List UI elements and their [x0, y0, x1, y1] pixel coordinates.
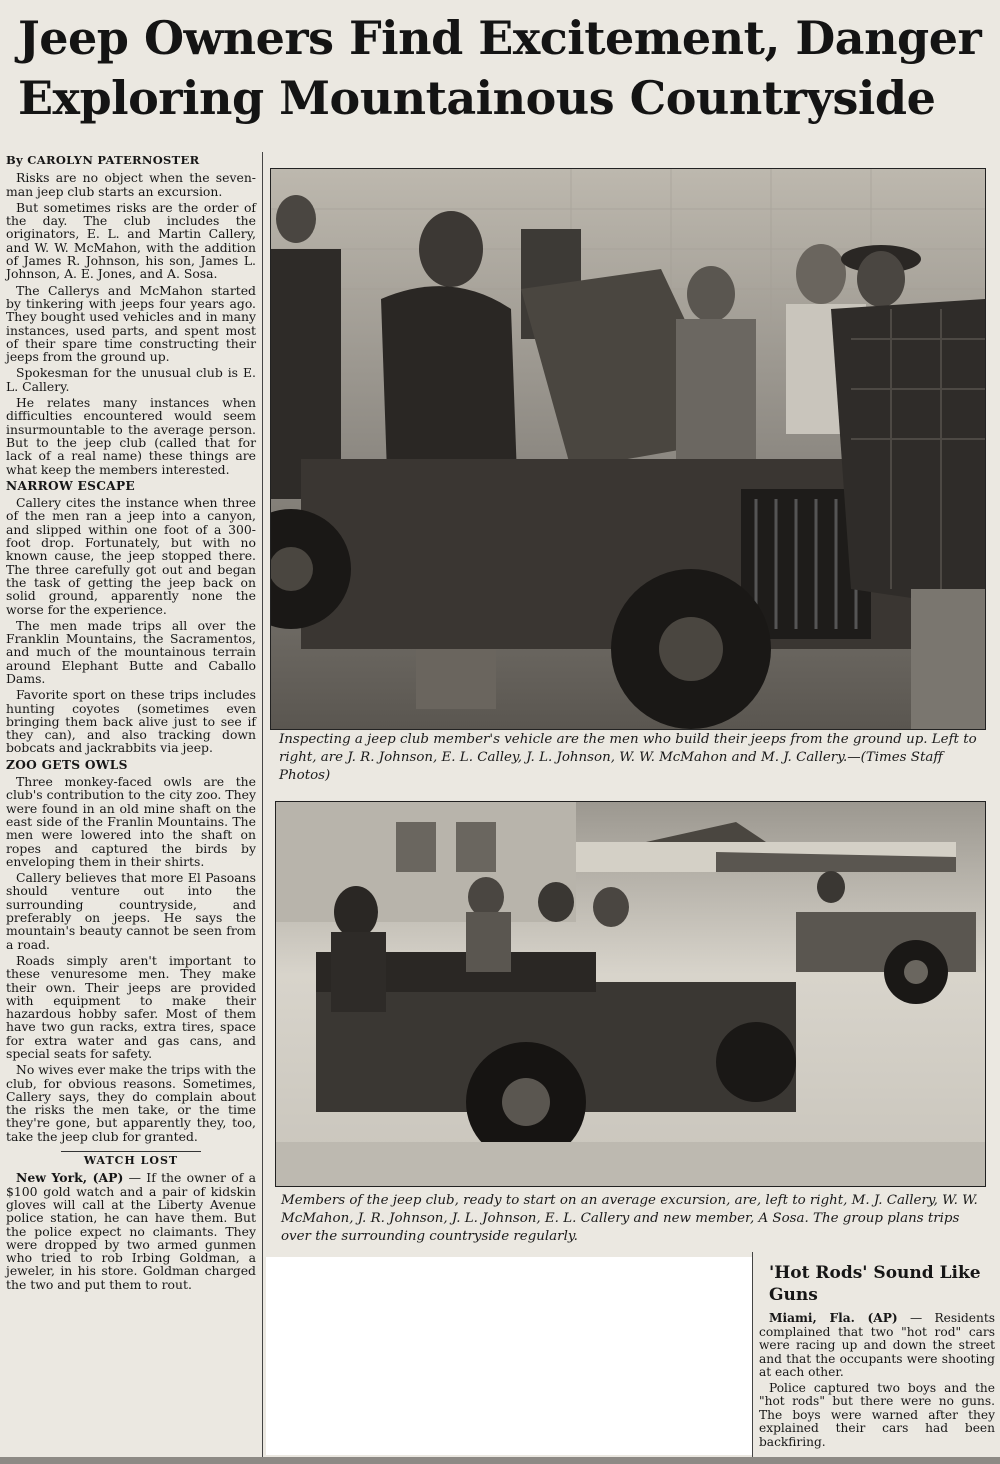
blank-ad-space — [266, 1257, 752, 1455]
column-divider — [262, 152, 263, 1457]
paragraph: No wives ever make the trips with the club, for obvious reasons. Sometimes, Callery says, they do complain about the risks the men take, or the time they're gone, but apparently they, too, take the jeep club for granted. — [6, 1062, 256, 1144]
article-column — [6, 154, 256, 1294]
headline — [18, 8, 993, 128]
dateline: Miami, Fla. (AP) — [769, 1311, 898, 1325]
paragraph: Three monkey-faced owls are the club's contribution to the city zoo. They were found in an old mine shaft on the east side of the Franlin Mountains. The men were lowered into the shaft on ropes and captured the birds by enveloping them in their shirts. — [6, 774, 256, 869]
watch-lost-text: — If the owner of a $100 gold watch and a pair of kidskin gloves will call at the Liberty Avenue police station, he can have them. But the police expect no claimants. They were dropped by two armed gunmen who tried to rob Irbing Goldman, a jeweler, in his store. Goldman charged the two and put them to rout. — [6, 1170, 256, 1292]
hot-rods-paragraph — [759, 1312, 995, 1380]
photo-inspecting-jeep — [270, 168, 986, 730]
hot-rods-article — [752, 1252, 995, 1457]
watch-lost-heading: WATCH LOST — [83, 1154, 179, 1168]
paragraph: Roads simply aren't important to these venuresome men. They make their own. Their jeeps are provided with equipment to make their hazardous hobby safer. Most of them have two gun racks, extra tires, space for extra water and gas cans, and special seats for safety. — [6, 952, 256, 1061]
hot-rods-headline: 'Hot Rods' Sound Like Guns — [769, 1263, 981, 1305]
subhead-narrow-escape: NARROW ESCAPE — [6, 478, 136, 493]
headline-line-1: Jeep Owners Find Excitement, Danger — [18, 11, 982, 65]
photo-inspecting-jeep-caption: Inspecting a jeep club member's vehicle are the men who build their jeeps from the ground up. Left to right, are J. R. Johnson, E. L. Calley, J. L. Johnson, W. W. McMahon and M. J. Callery.—(Times Staff Photos) — [279, 732, 977, 783]
dateline: New York, (AP) — [16, 1170, 124, 1186]
photo-jeep-club-excursion-caption: Members of the jeep club, ready to start on an average excursion, are, left to right, M. J. Callery, W. W. McMahon, J. R. Johnson, J. L. Johnson, E. L. Callery and new member, A Sosa. The group plans trips over the surrounding countryside regularly. — [281, 1193, 978, 1244]
divider — [61, 1151, 201, 1152]
photo-jeep-club-excursion-image — [276, 802, 985, 1186]
byline: By CAROLYN PATERNOSTER — [6, 153, 200, 167]
paragraph: He relates many instances when difficulties encountered would seem insurmountable to the average person. But to the jeep club (called that for lack of a real name) these things are what keep the members interested. — [6, 395, 256, 477]
watch-lost-body — [6, 1171, 256, 1291]
paragraph: But sometimes risks are the order of the day. The club includes the originators, E. L. and Martin Callery, and W. W. McMahon, with the addition of James R. Johnson, his son, James L. Johnson, A. E. Jones, and A. Sosa. — [6, 199, 256, 282]
hot-rods-text: — Residents complained that two "hot rod" cars were racing up and down the street and that the occupants were shooting at each other. — [759, 1311, 995, 1379]
paragraph: Callery cites the instance when three of the men ran a jeep into a canyon, and slipped within one foot of a 300-foot drop. Fortunately, but with no known cause, the jeep stopped there. The three carefully got out and began the task of getting the jeep back on solid ground, apparently none the worse for the experience. — [6, 495, 256, 617]
page-bottom-edge — [0, 1457, 1000, 1464]
paragraph: The men made trips all over the Franklin Mountains, the Sacramentos, and much of the mountainous terrain around Elephant Butte and Caballo Dams. — [6, 617, 256, 686]
paragraph: Spokesman for the unusual club is E. L. Callery. — [6, 365, 256, 394]
headline-line-2: Exploring Mountainous Countryside — [18, 71, 936, 125]
subhead-zoo-gets-owls: ZOO GETS OWLS — [6, 757, 128, 772]
photo-jeep-club-excursion — [275, 801, 986, 1187]
paragraph: Risks are no object when the seven-man jeep club starts an excursion. — [6, 170, 256, 199]
hot-rods-paragraph: Police captured two boys and the "hot rods" but there were no guns. The boys were warned after they explained their cars had been backfiring. — [759, 1380, 995, 1449]
paragraph: Callery believes that more El Pasoans should venture out into the surrounding countryside, and preferably on jeeps. He says the mountain's beauty cannot be seen from a road. — [6, 870, 256, 952]
paragraph: Favorite sport on these trips includes hunting coyotes (sometimes even bringing them back alive just to see if they can), and also tracking down bobcats and jackrabbits via jeep. — [6, 687, 256, 756]
photo-inspecting-jeep-image — [271, 169, 985, 729]
paragraph: The Callerys and McMahon started by tinkering with jeeps four years ago. They bought used vehicles and in many instances, used parts, and spent most of their spare time constructing their jeeps from the ground up. — [6, 282, 256, 365]
